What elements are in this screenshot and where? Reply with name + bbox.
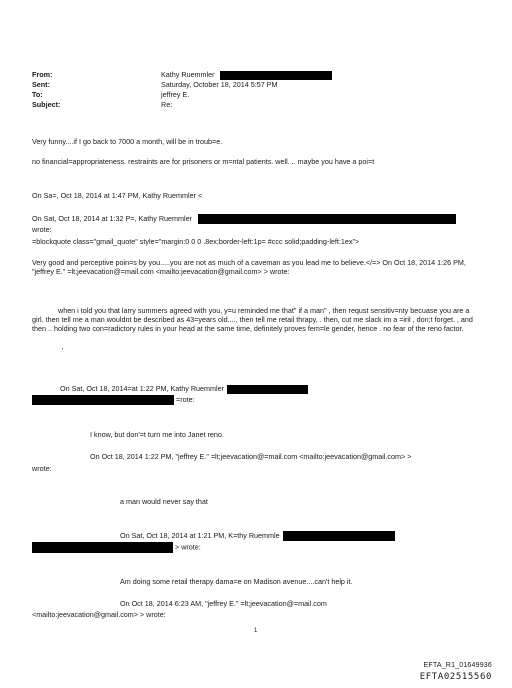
quote-header-2 <box>32 214 456 224</box>
quoted-line-retail: Am doing some retail therapy dama=e on Madison avenue....can't help it. <box>120 577 353 586</box>
quote-header-5-text: On Sat, Oct 18, 2014 at 1:21 PM, K=thy Ruemmle <box>120 531 280 540</box>
quoted-line-man: a man would never say that <box>120 497 208 506</box>
to-value: jeffrey E. <box>161 90 190 99</box>
subject-value: Re: <box>161 100 173 109</box>
redaction-block <box>32 395 174 405</box>
redaction-block <box>283 531 395 541</box>
quoted-paragraph-2: when i told you that larry summers agreed with you, y=u reminded me that" if a man" , then requst sensitiv=nty becuase you are a girl. then tell me a man wouldnt be described as 43=years old...., then tell me retail thrapy, . then, cut me slack im a =iril , don;t forget. , and then .. holding two con=radictory rules in your head at the same time, definitely proves fem=le gender, hence . no fear of the reno factor. <box>32 306 473 333</box>
stray-mark: ' <box>62 346 64 355</box>
quote-header-3-line2 <box>32 395 195 405</box>
quote-header-6: On Oct 18, 2014 6:23 AM, "jeffrey E." =lt;jeevacation@=mail.com <box>120 599 327 608</box>
redaction-block <box>32 542 173 553</box>
quote-header-6-mailto: <mailto:jeevacation@gmail.com> > wrote: <box>32 610 166 619</box>
from-label: From: <box>32 70 53 79</box>
from-value <box>161 70 332 80</box>
quote-header-4-wrote: wrote: <box>32 464 52 473</box>
to-label: To: <box>32 90 43 99</box>
quoted-line-janet: I know, but don'=t turn me into Janet reno. <box>90 430 224 439</box>
quote-header-3-wrote: =rote: <box>176 395 195 404</box>
sent-value: Saturday, October 18, 2014 5:57 PM <box>161 80 278 89</box>
quoted-paragraph-1: Very good and perceptive poin=s by you.....you are not as much of a caveman as you lead me to believe.</=> On Oct 18, 2014 1:26 PM, "jeffrey E." =lt;jeevacation@=mail.com <mailto:jeevacation@gmail.com> > wrote: <box>32 258 466 276</box>
body-paragraph-1: Very funny....if I go back to 7000 a month, will be in troub=e. <box>32 137 223 146</box>
sent-label: Sent: <box>32 80 50 89</box>
body-paragraph-2: no financial=appropriateness. restraints are for prisoners or m=ntal patients. well. .. maybe you have a poi=t <box>32 157 375 166</box>
quote-header-4: On Oct 18, 2014 1:22 PM, "jeffrey E." =lt;jeevacation@=mail.com <mailto:jeevacation@gmail.com> > <box>90 452 412 461</box>
quote-header-2-text: On Sat, Oct 18, 2014 at 1:32 P=, Kathy Ruemmler <box>32 214 193 223</box>
footer-id-2: EFTA02515560 <box>419 672 492 682</box>
quote-header-1: On Sa=, Oct 18, 2014 at 1:47 PM, Kathy Ruemmler < <box>32 191 203 200</box>
subject-label: Subject: <box>32 100 61 109</box>
page-number: 1 <box>254 628 258 634</box>
quote-header-5-wrote: > wrote: <box>175 542 201 552</box>
quote-header-3-text: On Sat, Oct 18, 2014=at 1:22 PM, Kathy Ruemmler <box>60 384 224 393</box>
footer-id-1: EFTA_R1_01649936 <box>423 662 492 669</box>
quote-header-2-wrote: wrote: <box>32 225 52 234</box>
blockquote-markup-line: =blockquote class="gmail_quote" style="margin:0 0 0 .8ex;border-left:1p= #ccc solid;padding-left:1ex"> <box>32 237 360 246</box>
quote-header-5-line2 <box>32 542 201 553</box>
from-name: Kathy Ruemmler <box>161 70 215 79</box>
redaction-block <box>227 385 308 394</box>
quote-header-5 <box>120 531 395 541</box>
redaction-block <box>198 214 456 224</box>
redaction-block <box>220 71 332 80</box>
quote-header-3 <box>60 384 308 394</box>
